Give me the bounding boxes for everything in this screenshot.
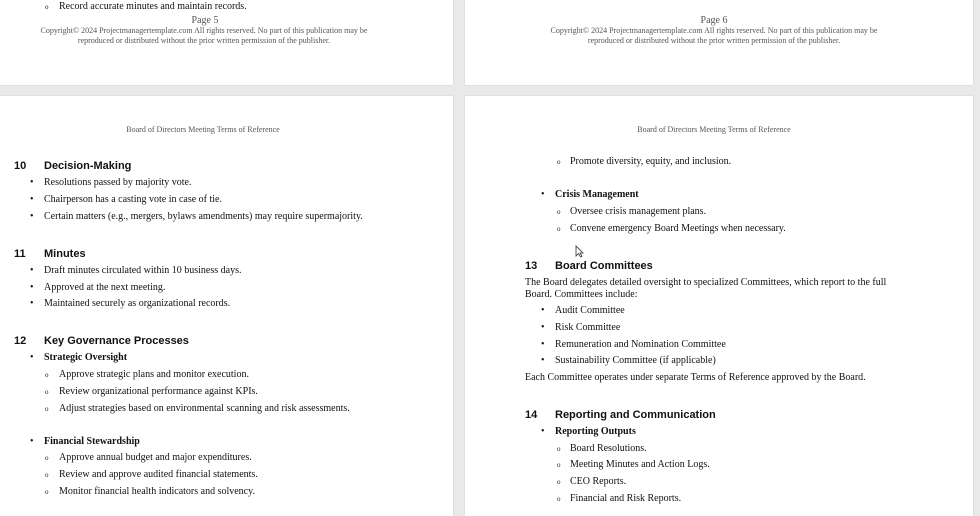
list-item: Sustainability Committee (if applicable) [555,355,716,366]
copyright-line: reproduced or distributed without the prior written permission of the publisher. [587,36,841,45]
section-title: Decision-Making [44,160,132,172]
page-number: Page 6 [700,15,728,26]
sub-bullet: o [45,371,49,379]
group-title: Crisis Management [555,189,639,200]
sub-bullet: o [45,454,49,462]
list-item: Adjust strategies based on environmental scanning and risk assessments. [59,403,350,414]
sub-bullet: o [557,158,561,166]
list-item: Chairperson has a casting vote in case of tie. [44,194,222,205]
list-item: Convene emergency Board Meetings when necessary. [570,223,786,234]
bullet: • [541,339,545,350]
list-item: Certain matters (e.g., mergers, bylaws amendments) may require supermajority. [44,211,363,222]
list-item: Board Resolutions. [570,443,647,454]
page-header: Board of Directors Meeting Terms of Reference [637,125,791,134]
list-item: Monitor financial health indicators and solvency. [59,486,255,497]
list-item: Approve strategic plans and monitor execution. [59,369,249,380]
copyright-line: reproduced or distributed without the prior written permission of the publisher. [77,36,331,45]
list-item: Risk Committee [555,322,621,333]
list-item: Remuneration and Nomination Committee [555,339,726,350]
paragraph-line: The Board delegates detailed oversight to specialized Committees, which report to the full [525,277,887,288]
sub-bullet: o [45,471,49,479]
sub-bullet: o [45,3,49,11]
list-item: Promote diversity, equity, and inclusion. [570,156,732,167]
list-item: Financial and Risk Reports. [570,493,682,504]
sub-bullet: o [557,208,561,216]
list-item: Draft minutes circulated within 10 business days. [44,265,242,276]
bullet: • [30,177,34,188]
sub-bullet: o [557,445,561,453]
copyright-line: Copyright© 2024 Projectmanagertemplate.com All rights reserved. No part of this publication may be [550,26,878,35]
bullet: • [541,189,545,200]
text-line: Record accurate minutes and maintain records. [59,1,247,12]
list-item: Oversee crisis management plans. [570,206,707,217]
section-number: 13 [525,260,538,272]
section-number: 10 [14,160,27,172]
list-item: Review organizational performance against KPIs. [59,386,258,397]
sub-bullet: o [557,495,561,503]
list-item: Review and approve audited financial statements. [59,469,258,480]
section-title: Key Governance Processes [44,335,189,347]
copyright-line: Copyright© 2024 Projectmanagertemplate.com All rights reserved. No part of this publication may be [40,26,368,35]
section-number: 14 [525,409,538,421]
list-item: Approve annual budget and major expenditures. [59,452,252,463]
sub-bullet: o [557,225,561,233]
sub-bullet: o [557,461,561,469]
page-header: Board of Directors Meeting Terms of Reference [126,125,280,134]
mouse-cursor-icon [575,245,584,258]
bullet: • [541,322,545,333]
page-6 [465,0,973,85]
section-title: Minutes [44,248,86,260]
group-title: Financial Stewardship [44,436,140,447]
bullet: • [541,305,545,316]
list-item: CEO Reports. [570,476,627,487]
list-item: Approved at the next meeting. [44,282,166,293]
page-5 [0,0,453,85]
sub-bullet: o [45,388,49,396]
list-item: Resolutions passed by majority vote. [44,177,192,188]
group-title: Reporting Outputs [555,426,636,437]
bullet: • [30,352,34,363]
sub-bullet: o [45,405,49,413]
bullet: • [541,355,545,366]
bullet: • [30,194,34,205]
paragraph-line: Board. Committees include: [525,289,638,300]
page-number: Page 5 [191,15,219,26]
bullet: • [30,298,34,309]
list-item: Meeting Minutes and Action Logs. [570,459,710,470]
sub-bullet: o [45,488,49,496]
section-title: Reporting and Communication [555,409,716,421]
section-number: 11 [14,248,26,260]
bullet: • [541,426,545,437]
bullet: • [30,265,34,276]
sub-bullet: o [557,478,561,486]
bullet: • [30,436,34,447]
paragraph-line: Each Committee operates under separate Terms of Reference approved by the Board. [525,372,866,383]
section-number: 12 [14,335,27,347]
section-title: Board Committees [555,260,653,272]
bullet: • [30,211,34,222]
list-item: Maintained securely as organizational records. [44,298,231,309]
list-item: Audit Committee [555,305,625,316]
group-title: Strategic Oversight [44,352,128,363]
bullet: • [30,282,34,293]
